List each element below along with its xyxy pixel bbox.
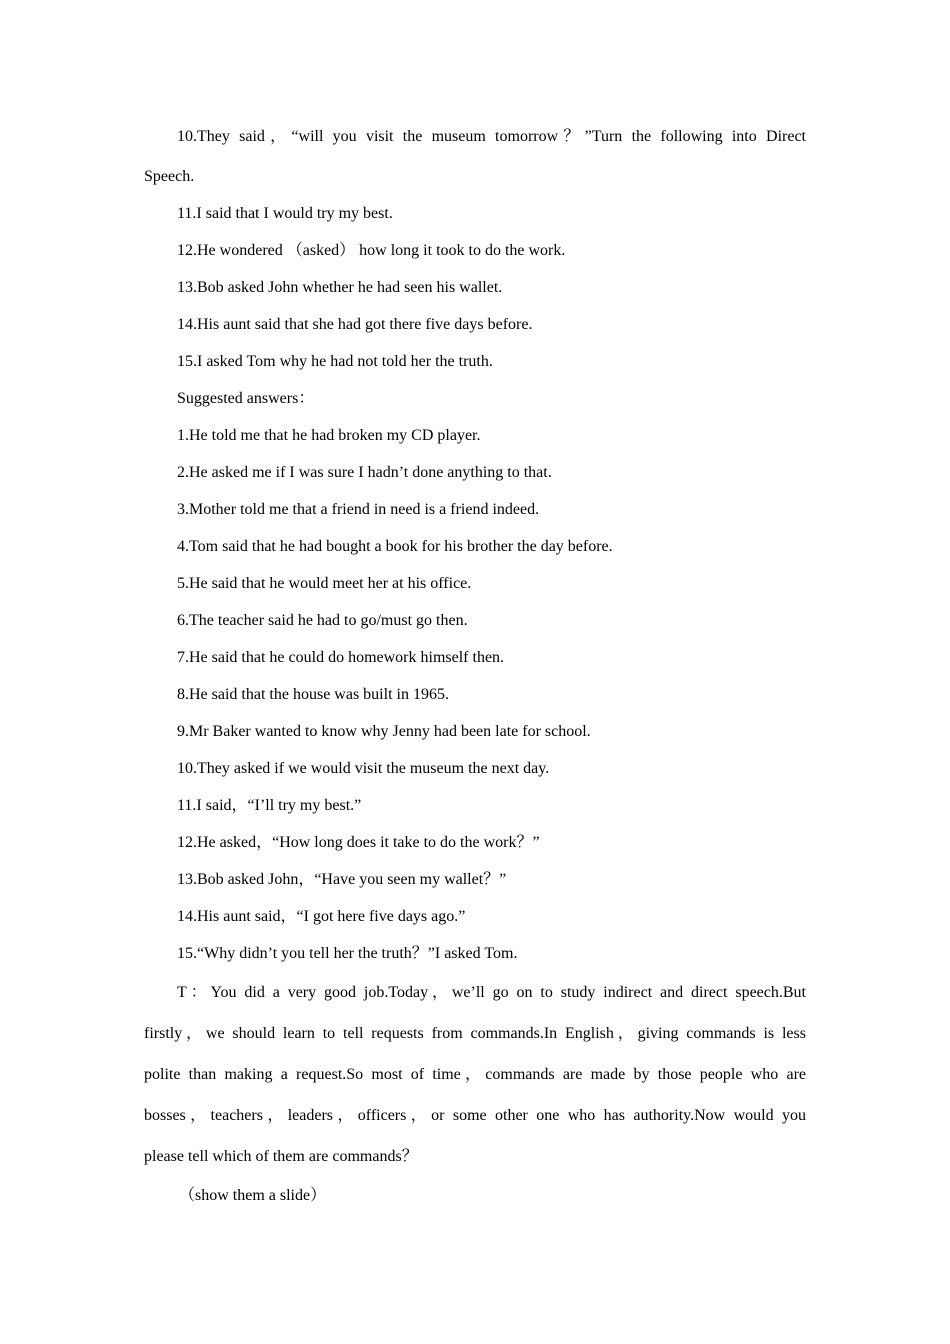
answers-heading: Suggested answers： <box>177 390 315 407</box>
answer-14: 14.His aunt said，“I got here five days ago.” <box>177 908 466 925</box>
answer-6: 6.The teacher said he had to go/must go then. <box>177 612 468 629</box>
exercise-15: 15.I asked Tom why he had not told her the truth. <box>177 353 493 370</box>
exercise-13: 13.Bob asked John whether he had seen his wallet. <box>177 279 503 296</box>
teacher-line-3: polite than making a request.So most of time，commands are made by those people who are <box>144 1066 806 1083</box>
exercise-11: 11.I said that I would try my best. <box>177 205 393 222</box>
answer-10: 10.They asked if we would visit the museum the next day. <box>177 760 550 777</box>
answer-7: 7.He said that he could do homework himself then. <box>177 649 505 666</box>
answer-15: 15.“Why didn’t you tell her the truth？”I asked Tom. <box>177 945 518 962</box>
document-page <box>144 118 806 1214</box>
answer-4: 4.Tom said that he had bought a book for his brother the day before. <box>177 538 613 555</box>
answer-11: 11.I said，“I’ll try my best.” <box>177 797 362 814</box>
answer-3: 3.Mother told me that a friend in need is a friend indeed. <box>177 501 540 518</box>
answer-12: 12.He asked，“How long does it take to do the work？” <box>177 834 540 851</box>
stage-direction: （show them a slide） <box>179 1187 327 1204</box>
teacher-line-2: firstly，we should learn to tell requests from commands.In English，giving commands is less <box>144 1025 806 1042</box>
teacher-line-4: bosses，teachers，leaders，officers，or some other one who has authority.Now would you <box>144 1107 806 1124</box>
answer-8: 8.He said that the house was built in 1965. <box>177 686 449 703</box>
exercise-12: 12.He wondered （asked） how long it took to do the work. <box>177 242 566 259</box>
teacher-line-5: please tell which of them are commands？ <box>144 1148 418 1165</box>
answer-5: 5.He said that he would meet her at his office. <box>177 575 472 592</box>
exercise-10-line-2: Speech. <box>144 168 195 185</box>
answer-2: 2.He asked me if I was sure I hadn’t done anything to that. <box>177 464 552 481</box>
teacher-line-1: T：You did a very good job.Today，we’ll go on to study indirect and direct speech.But <box>177 984 806 1001</box>
exercise-10-line-1: 10.They said，“will you visit the museum tomorrow？”Turn the following into Direct <box>177 128 806 145</box>
answer-9: 9.Mr Baker wanted to know why Jenny had been late for school. <box>177 723 591 740</box>
answer-13: 13.Bob asked John，“Have you seen my wallet？” <box>177 871 507 888</box>
exercise-14: 14.His aunt said that she had got there five days before. <box>177 316 533 333</box>
answer-1: 1.He told me that he had broken my CD player. <box>177 427 481 444</box>
